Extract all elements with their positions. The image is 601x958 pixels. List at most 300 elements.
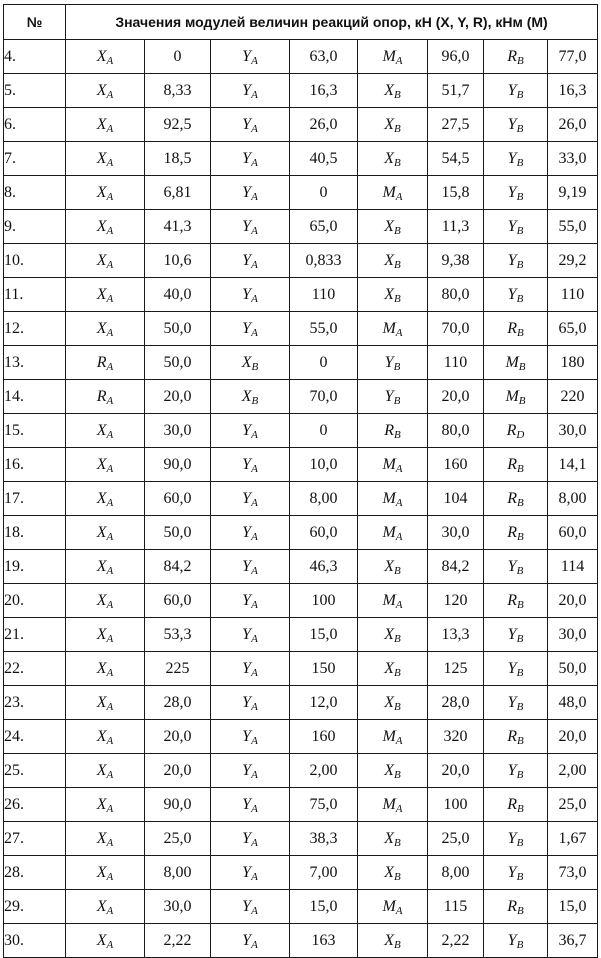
reaction-symbol bbox=[484, 108, 548, 142]
reaction-symbol bbox=[66, 380, 145, 414]
reaction-symbol bbox=[211, 890, 290, 924]
symbol-letter: M bbox=[382, 727, 396, 745]
symbol-letter: Y bbox=[507, 659, 517, 677]
reaction-symbol bbox=[66, 924, 145, 958]
reaction-symbol bbox=[358, 754, 428, 788]
reaction-value: 14,1 bbox=[548, 448, 598, 482]
reactions-table-wrapper bbox=[3, 4, 598, 958]
reaction-symbol bbox=[484, 142, 548, 176]
reaction-symbol bbox=[358, 924, 428, 958]
symbol-letter: Y bbox=[507, 557, 517, 575]
symbol-subscript: A bbox=[106, 88, 114, 101]
symbol-letter: Y bbox=[507, 149, 517, 167]
reaction-symbol bbox=[358, 278, 428, 312]
symbol-letter: Y bbox=[242, 931, 252, 949]
symbol-subscript: B bbox=[516, 564, 524, 577]
table-row bbox=[4, 516, 598, 550]
symbol-letter: M bbox=[382, 47, 396, 65]
symbol-subscript: B bbox=[394, 700, 401, 713]
symbol-subscript: A bbox=[106, 530, 114, 543]
reaction-symbol bbox=[484, 652, 548, 686]
symbol-letter: Y bbox=[242, 319, 252, 337]
reaction-value: 40,5 bbox=[290, 142, 358, 176]
reaction-value: 36,7 bbox=[548, 924, 598, 958]
row-number: 13. bbox=[4, 346, 66, 380]
symbol-subscript: A bbox=[106, 190, 114, 203]
reaction-value: 11,3 bbox=[428, 210, 484, 244]
symbol-subscript: A bbox=[251, 598, 258, 611]
symbol-subscript: B bbox=[516, 258, 524, 271]
reaction-value: 2,22 bbox=[428, 924, 484, 958]
reaction-symbol bbox=[484, 312, 548, 346]
reaction-value: 2,22 bbox=[145, 924, 211, 958]
symbol-subscript: A bbox=[251, 632, 258, 645]
reaction-symbol bbox=[484, 210, 548, 244]
symbol-letter: R bbox=[506, 421, 517, 439]
reaction-symbol bbox=[358, 890, 428, 924]
reaction-symbol bbox=[211, 108, 290, 142]
symbol-letter: X bbox=[96, 183, 107, 201]
reaction-symbol bbox=[211, 788, 290, 822]
reaction-value: 96,0 bbox=[428, 40, 484, 74]
row-number: 15. bbox=[4, 414, 66, 448]
symbol-letter: Y bbox=[242, 149, 252, 167]
reaction-symbol bbox=[211, 924, 290, 958]
symbol-subscript: B bbox=[394, 938, 401, 951]
reaction-symbol bbox=[358, 448, 428, 482]
symbol-letter: X bbox=[96, 863, 107, 881]
reaction-value: 65,0 bbox=[290, 210, 358, 244]
reaction-symbol bbox=[484, 74, 548, 108]
table-row bbox=[4, 244, 598, 278]
symbol-subscript: B bbox=[516, 836, 524, 849]
reaction-symbol bbox=[484, 448, 548, 482]
reaction-value: 20,0 bbox=[428, 380, 484, 414]
symbol-subscript: B bbox=[394, 122, 401, 135]
reaction-value: 20,0 bbox=[548, 720, 598, 754]
reaction-value: 8,00 bbox=[548, 482, 598, 516]
symbol-letter: X bbox=[96, 319, 107, 337]
row-number: 25. bbox=[4, 754, 66, 788]
symbol-letter: R bbox=[507, 489, 518, 507]
reaction-symbol bbox=[484, 244, 548, 278]
symbol-letter: Y bbox=[242, 829, 252, 847]
symbol-subscript: A bbox=[251, 734, 258, 747]
symbol-subscript: A bbox=[395, 190, 403, 203]
symbol-subscript: B bbox=[517, 598, 524, 611]
row-number: 26. bbox=[4, 788, 66, 822]
reaction-value: 9,19 bbox=[548, 176, 598, 210]
symbol-subscript: B bbox=[516, 666, 524, 679]
symbol-subscript: A bbox=[106, 292, 114, 305]
reaction-symbol bbox=[358, 74, 428, 108]
reaction-symbol bbox=[211, 448, 290, 482]
reaction-symbol bbox=[211, 142, 290, 176]
symbol-subscript: A bbox=[251, 88, 258, 101]
symbol-subscript: B bbox=[393, 360, 401, 373]
reaction-symbol bbox=[358, 584, 428, 618]
reaction-value: 50,0 bbox=[145, 312, 211, 346]
table-row bbox=[4, 686, 598, 720]
symbol-letter: M bbox=[505, 387, 519, 405]
symbol-letter: X bbox=[96, 659, 107, 677]
symbol-letter: Y bbox=[507, 863, 517, 881]
reaction-value: 0 bbox=[145, 40, 211, 74]
reaction-symbol bbox=[66, 278, 145, 312]
reaction-symbol bbox=[66, 40, 145, 74]
symbol-letter: X bbox=[384, 829, 395, 847]
table-row bbox=[4, 312, 598, 346]
symbol-subscript: B bbox=[394, 224, 401, 237]
reaction-value: 110 bbox=[548, 278, 598, 312]
reaction-symbol bbox=[358, 312, 428, 346]
table-row bbox=[4, 754, 598, 788]
symbol-subscript: A bbox=[251, 870, 258, 883]
row-number: 4. bbox=[4, 40, 66, 74]
symbol-subscript: A bbox=[251, 258, 258, 271]
symbol-letter: R bbox=[96, 387, 107, 405]
symbol-letter: X bbox=[241, 387, 252, 405]
symbol-letter: Y bbox=[242, 693, 252, 711]
reaction-value: 54,5 bbox=[428, 142, 484, 176]
symbol-letter: X bbox=[96, 47, 107, 65]
symbol-subscript: A bbox=[251, 54, 258, 67]
reaction-symbol bbox=[211, 584, 290, 618]
reaction-symbol bbox=[484, 482, 548, 516]
reaction-value: 320 bbox=[428, 720, 484, 754]
symbol-subscript: A bbox=[106, 156, 114, 169]
symbol-letter: Y bbox=[242, 659, 252, 677]
reaction-value: 50,0 bbox=[145, 516, 211, 550]
reaction-value: 28,0 bbox=[145, 686, 211, 720]
table-row bbox=[4, 40, 598, 74]
reaction-symbol bbox=[211, 516, 290, 550]
table-row bbox=[4, 346, 598, 380]
reaction-symbol bbox=[211, 244, 290, 278]
row-number: 24. bbox=[4, 720, 66, 754]
row-number: 8. bbox=[4, 176, 66, 210]
reaction-value: 30,0 bbox=[428, 516, 484, 550]
symbol-subscript: B bbox=[516, 122, 524, 135]
symbol-letter: X bbox=[96, 523, 107, 541]
symbol-letter: Y bbox=[242, 421, 252, 439]
reaction-value: 115 bbox=[428, 890, 484, 924]
symbol-letter: X bbox=[96, 897, 107, 915]
reaction-symbol bbox=[484, 720, 548, 754]
reaction-value: 150 bbox=[290, 652, 358, 686]
reaction-symbol bbox=[66, 414, 145, 448]
symbol-letter: R bbox=[507, 319, 518, 337]
symbol-subscript: B bbox=[393, 394, 401, 407]
reaction-value: 100 bbox=[428, 788, 484, 822]
symbol-letter: Y bbox=[242, 81, 252, 99]
reaction-value: 84,2 bbox=[145, 550, 211, 584]
symbol-subscript: A bbox=[106, 462, 114, 475]
symbol-letter: X bbox=[384, 761, 395, 779]
reaction-symbol bbox=[358, 788, 428, 822]
symbol-letter: Y bbox=[507, 693, 517, 711]
reaction-symbol bbox=[211, 312, 290, 346]
reaction-value: 20,0 bbox=[145, 754, 211, 788]
symbol-letter: X bbox=[96, 217, 107, 235]
symbol-subscript: B bbox=[516, 292, 524, 305]
reaction-value: 60,0 bbox=[290, 516, 358, 550]
symbol-subscript: A bbox=[106, 938, 114, 951]
reaction-symbol bbox=[484, 890, 548, 924]
reaction-value: 30,0 bbox=[145, 414, 211, 448]
table-row bbox=[4, 108, 598, 142]
symbol-subscript: A bbox=[251, 156, 258, 169]
row-number: 18. bbox=[4, 516, 66, 550]
reaction-value: 33,0 bbox=[548, 142, 598, 176]
symbol-letter: X bbox=[96, 727, 107, 745]
symbol-subscript: B bbox=[518, 360, 526, 373]
symbol-letter: X bbox=[384, 251, 395, 269]
symbol-letter: X bbox=[384, 659, 395, 677]
reaction-value: 8,00 bbox=[290, 482, 358, 516]
reaction-value: 100 bbox=[290, 584, 358, 618]
symbol-subscript: A bbox=[395, 326, 403, 339]
column-header-number: № bbox=[4, 5, 66, 40]
reaction-value: 18,5 bbox=[145, 142, 211, 176]
reaction-value: 90,0 bbox=[145, 448, 211, 482]
symbol-letter: Y bbox=[242, 795, 252, 813]
row-number: 21. bbox=[4, 618, 66, 652]
reaction-symbol bbox=[211, 380, 290, 414]
reaction-value: 1,67 bbox=[548, 822, 598, 856]
symbol-letter: X bbox=[384, 217, 395, 235]
symbol-subscript: A bbox=[106, 54, 114, 67]
symbol-letter: Y bbox=[507, 183, 517, 201]
reaction-value: 25,0 bbox=[548, 788, 598, 822]
symbol-letter: X bbox=[96, 761, 107, 779]
reaction-symbol bbox=[358, 720, 428, 754]
reaction-symbol bbox=[66, 856, 145, 890]
reaction-value: 90,0 bbox=[145, 788, 211, 822]
reaction-value: 25,0 bbox=[428, 822, 484, 856]
symbol-letter: X bbox=[96, 931, 107, 949]
symbol-letter: M bbox=[382, 319, 396, 337]
symbol-subscript: A bbox=[395, 54, 403, 67]
reaction-symbol bbox=[358, 856, 428, 890]
reaction-symbol bbox=[484, 754, 548, 788]
symbol-subscript: B bbox=[394, 768, 401, 781]
symbol-letter: M bbox=[382, 183, 396, 201]
symbol-letter: X bbox=[96, 693, 107, 711]
reaction-symbol bbox=[358, 346, 428, 380]
reaction-value: 53,3 bbox=[145, 618, 211, 652]
symbol-subscript: B bbox=[394, 258, 401, 271]
reaction-value: 48,0 bbox=[548, 686, 598, 720]
table-row bbox=[4, 550, 598, 584]
symbol-subscript: B bbox=[394, 632, 401, 645]
symbol-subscript: B bbox=[394, 292, 401, 305]
symbol-letter: R bbox=[384, 421, 395, 439]
reaction-value: 163 bbox=[290, 924, 358, 958]
symbol-letter: X bbox=[384, 931, 395, 949]
reaction-symbol bbox=[211, 822, 290, 856]
symbol-letter: Y bbox=[507, 285, 517, 303]
reaction-value: 0 bbox=[290, 414, 358, 448]
symbol-subscript: A bbox=[106, 802, 114, 815]
symbol-letter: Y bbox=[242, 251, 252, 269]
reaction-value: 29,2 bbox=[548, 244, 598, 278]
symbol-subscript: D bbox=[516, 428, 525, 441]
symbol-subscript: A bbox=[251, 564, 258, 577]
symbol-subscript: A bbox=[251, 904, 258, 917]
symbol-subscript: A bbox=[251, 224, 258, 237]
symbol-subscript: A bbox=[106, 598, 114, 611]
symbol-letter: X bbox=[96, 149, 107, 167]
reaction-symbol bbox=[211, 210, 290, 244]
symbol-subscript: A bbox=[395, 462, 403, 475]
symbol-subscript: B bbox=[516, 870, 524, 883]
reaction-symbol bbox=[66, 346, 145, 380]
reaction-value: 16,3 bbox=[548, 74, 598, 108]
symbol-letter: R bbox=[507, 455, 518, 473]
reaction-value: 15,0 bbox=[548, 890, 598, 924]
symbol-subscript: B bbox=[394, 88, 401, 101]
reaction-symbol bbox=[66, 822, 145, 856]
symbol-letter: Y bbox=[242, 557, 252, 575]
symbol-subscript: B bbox=[517, 496, 524, 509]
reaction-value: 16,3 bbox=[290, 74, 358, 108]
reaction-symbol bbox=[484, 40, 548, 74]
symbol-letter: Y bbox=[242, 285, 252, 303]
symbol-subscript: A bbox=[251, 938, 258, 951]
symbol-letter: R bbox=[507, 523, 518, 541]
symbol-letter: Y bbox=[507, 115, 517, 133]
symbol-subscript: A bbox=[395, 802, 403, 815]
reaction-value: 114 bbox=[548, 550, 598, 584]
row-number: 28. bbox=[4, 856, 66, 890]
reaction-symbol bbox=[66, 584, 145, 618]
symbol-letter: Y bbox=[507, 625, 517, 643]
reaction-value: 12,0 bbox=[290, 686, 358, 720]
symbol-letter: X bbox=[384, 693, 395, 711]
reaction-value: 225 bbox=[145, 652, 211, 686]
symbol-subscript: A bbox=[395, 530, 403, 543]
symbol-letter: Y bbox=[507, 251, 517, 269]
reaction-symbol bbox=[66, 652, 145, 686]
symbol-letter: Y bbox=[507, 217, 517, 235]
reaction-value: 75,0 bbox=[290, 788, 358, 822]
symbol-subscript: B bbox=[394, 870, 401, 883]
reaction-symbol bbox=[358, 482, 428, 516]
symbol-subscript: A bbox=[106, 360, 114, 373]
reaction-value: 220 bbox=[548, 380, 598, 414]
row-number: 20. bbox=[4, 584, 66, 618]
reaction-symbol bbox=[484, 618, 548, 652]
symbol-subscript: B bbox=[517, 802, 524, 815]
reaction-symbol bbox=[358, 380, 428, 414]
reaction-value: 0 bbox=[290, 176, 358, 210]
reaction-symbol bbox=[484, 278, 548, 312]
symbol-letter: M bbox=[505, 353, 519, 371]
reaction-value: 160 bbox=[290, 720, 358, 754]
reaction-symbol bbox=[484, 550, 548, 584]
reaction-value: 2,00 bbox=[290, 754, 358, 788]
reaction-symbol bbox=[484, 584, 548, 618]
symbol-letter: X bbox=[96, 489, 107, 507]
reaction-symbol bbox=[66, 244, 145, 278]
symbol-subscript: A bbox=[106, 496, 114, 509]
symbol-subscript: A bbox=[106, 122, 114, 135]
reaction-value: 63,0 bbox=[290, 40, 358, 74]
table-row bbox=[4, 176, 598, 210]
reaction-symbol bbox=[66, 618, 145, 652]
symbol-letter: X bbox=[96, 115, 107, 133]
reaction-value: 15,8 bbox=[428, 176, 484, 210]
reaction-value: 30,0 bbox=[548, 414, 598, 448]
symbol-letter: M bbox=[382, 795, 396, 813]
reaction-symbol bbox=[484, 516, 548, 550]
symbol-letter: X bbox=[96, 421, 107, 439]
reaction-value: 15,0 bbox=[290, 890, 358, 924]
symbol-letter: X bbox=[96, 829, 107, 847]
symbol-subscript: A bbox=[106, 904, 114, 917]
reaction-value: 20,0 bbox=[145, 720, 211, 754]
reaction-symbol bbox=[484, 788, 548, 822]
symbol-letter: Y bbox=[242, 183, 252, 201]
table-row bbox=[4, 278, 598, 312]
reaction-symbol bbox=[358, 652, 428, 686]
symbol-subscript: A bbox=[395, 734, 403, 747]
symbol-letter: X bbox=[384, 285, 395, 303]
row-number: 12. bbox=[4, 312, 66, 346]
row-number: 5. bbox=[4, 74, 66, 108]
reaction-value: 51,7 bbox=[428, 74, 484, 108]
symbol-subscript: A bbox=[106, 700, 114, 713]
reaction-symbol bbox=[358, 550, 428, 584]
table-row bbox=[4, 74, 598, 108]
symbol-subscript: A bbox=[251, 530, 258, 543]
reaction-symbol bbox=[66, 312, 145, 346]
symbol-letter: Y bbox=[242, 897, 252, 915]
reaction-value: 50,0 bbox=[548, 652, 598, 686]
symbol-letter: Y bbox=[242, 625, 252, 643]
header-row bbox=[4, 5, 598, 40]
symbol-subscript: B bbox=[394, 836, 401, 849]
reaction-symbol bbox=[66, 890, 145, 924]
symbol-subscript: B bbox=[394, 666, 401, 679]
reaction-value: 13,3 bbox=[428, 618, 484, 652]
row-number: 23. bbox=[4, 686, 66, 720]
symbol-subscript: B bbox=[517, 904, 524, 917]
reaction-symbol bbox=[66, 448, 145, 482]
symbol-subscript: A bbox=[106, 666, 114, 679]
symbol-subscript: B bbox=[517, 462, 524, 475]
symbol-letter: X bbox=[96, 251, 107, 269]
symbol-letter: M bbox=[382, 455, 396, 473]
table-row bbox=[4, 210, 598, 244]
reaction-symbol bbox=[211, 278, 290, 312]
reaction-value: 60,0 bbox=[145, 482, 211, 516]
symbol-letter: R bbox=[507, 727, 518, 745]
symbol-subscript: A bbox=[251, 428, 258, 441]
symbol-subscript: A bbox=[251, 462, 258, 475]
symbol-letter: X bbox=[384, 149, 395, 167]
reaction-value: 55,0 bbox=[548, 210, 598, 244]
table-row bbox=[4, 142, 598, 176]
symbol-subscript: A bbox=[251, 122, 258, 135]
reaction-value: 60,0 bbox=[548, 516, 598, 550]
reaction-value: 92,5 bbox=[145, 108, 211, 142]
symbol-subscript: B bbox=[517, 734, 524, 747]
symbol-subscript: A bbox=[106, 326, 114, 339]
row-number: 29. bbox=[4, 890, 66, 924]
symbol-subscript: B bbox=[394, 156, 401, 169]
